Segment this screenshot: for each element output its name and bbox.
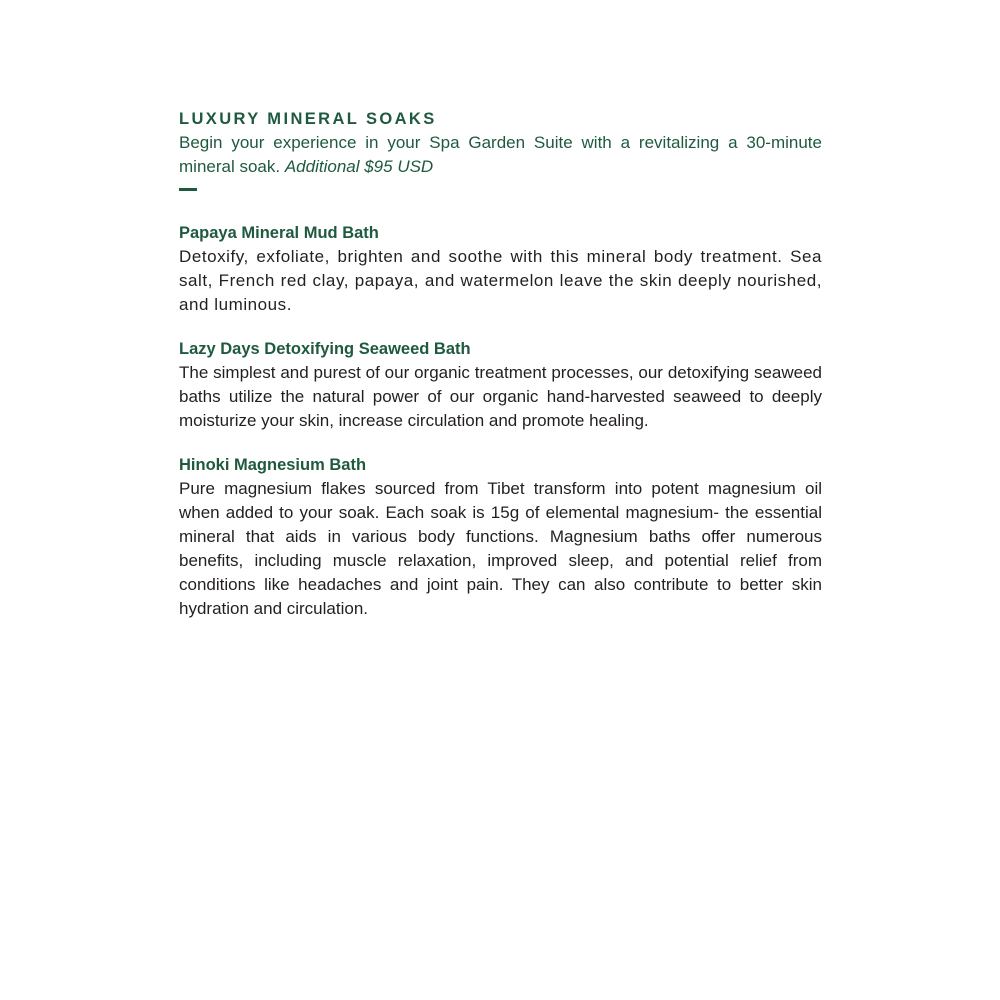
treatment-item — [179, 337, 822, 433]
treatment-description: Pure magnesium flakes sourced from Tibet transform into potent magnesium oil when added to your soak. Each soak is 15g of elemental magnesium- the essential mineral that aids in various body functions. Magnesium baths offer numerous benefits, including muscle relaxation, improved sleep, and potential relief from conditions like headaches and joint pain. They can also contribute to better skin hydration and circulation. — [179, 479, 822, 618]
treatment-name: Hinoki Magnesium Bath — [179, 456, 367, 474]
treatment-description: Detoxify, exfoliate, brighten and soothe with this mineral body treatment. Sea salt, French red clay, papaya, and watermelon leave the skin deeply nourished, and luminous. — [179, 247, 822, 314]
treatment-name: Papaya Mineral Mud Bath — [179, 224, 379, 242]
intro-text: Begin your experience in your Spa Garden Suite with a revitalizing a 30-minute mineral soak. — [179, 133, 822, 176]
spa-menu-page — [179, 107, 822, 621]
treatment-item — [179, 221, 822, 317]
section-intro — [179, 131, 822, 179]
price-note: Additional $95 USD — [284, 157, 434, 176]
section-title: LUXURY MINERAL SOAKS — [179, 110, 437, 128]
divider-rule — [179, 188, 197, 191]
treatment-name: Lazy Days Detoxifying Seaweed Bath — [179, 340, 471, 358]
treatment-item — [179, 453, 822, 621]
treatment-description: The simplest and purest of our organic treatment processes, our detoxifying seaweed baths utilize the natural power of our organic hand-harvested seaweed to deeply moisturize your skin, increase circulation and promote healing. — [179, 363, 822, 430]
